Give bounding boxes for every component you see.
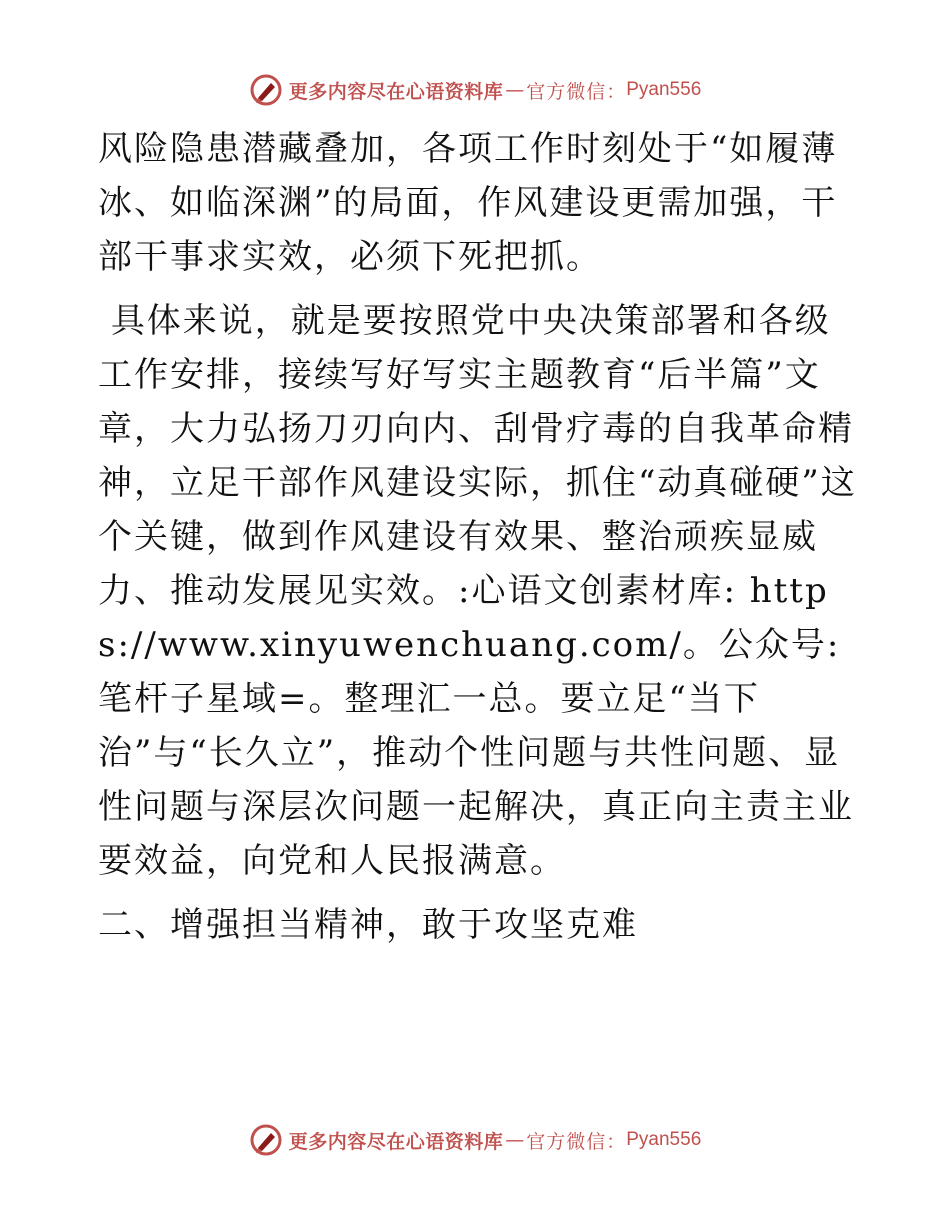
banner-wechat-id: Pyan556	[626, 1129, 702, 1150]
banner-official-label: 官方微信：	[526, 80, 627, 103]
paragraph: 风险隐患潜藏叠加，各项工作时刻处于“如履薄冰、如临深渊”的局面，作风建设更需加强，干部干事求实效，必须下死把抓。	[98, 129, 838, 277]
banner-text: 更多内容尽在心语资料库	[288, 1130, 504, 1153]
pen-logo-icon	[249, 73, 283, 107]
banner-official-label: 官方微信：	[526, 1130, 627, 1153]
pen-logo-icon	[249, 1123, 283, 1157]
section-heading: 二、增强担当精神，敢于攻坚克难	[98, 905, 638, 945]
document-body	[98, 122, 858, 952]
header-banner	[0, 70, 950, 110]
banner-separator: —	[505, 79, 525, 101]
banner-wechat-id: Pyan556	[626, 79, 702, 100]
paragraph: 具体来说，就是要按照党中央决策部署和各级工作安排，接续写好写实主题教育“后半篇”文章，大力弘扬刀刃向内、刮骨疗毒的自我革命精神，立足干部作风建设实际，抓住“动真碰硬”这个关键，做到作风建设有效果、整治顽疾显威力、推动发展见实效。:心语文创素材库: https://www.xinyuwenchuang.com/。公众号: 笔杆子星域=。整理汇一总。要立足“当下治”与“长久立”，推动个性问题与共性问题、显性问题与深层次问题一起解决，真正向主责主业要效益，向党和人民报满意。	[98, 301, 857, 881]
banner-separator: —	[505, 1129, 525, 1151]
footer-banner	[0, 1120, 950, 1160]
banner-text: 更多内容尽在心语资料库	[288, 80, 504, 103]
